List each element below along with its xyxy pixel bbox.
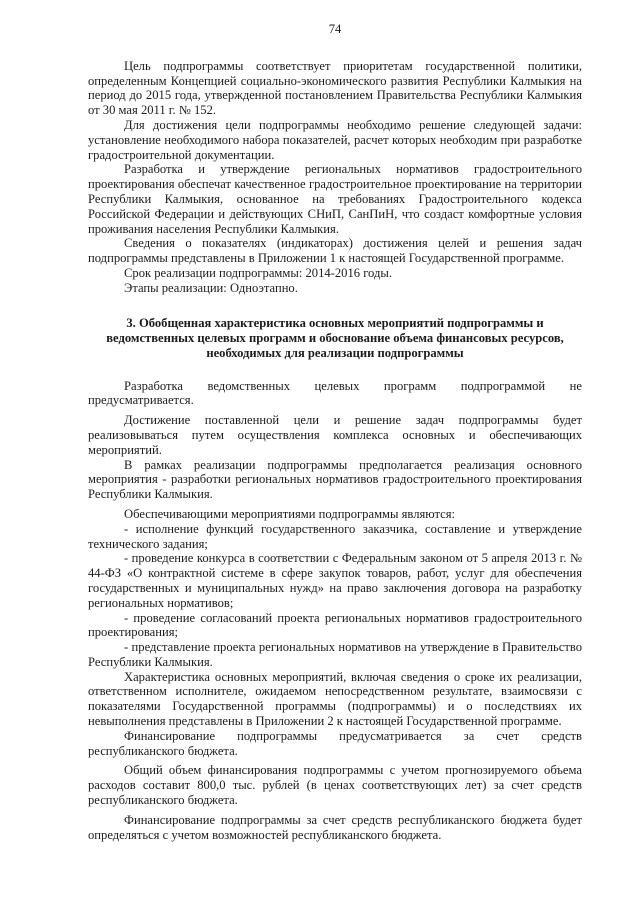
paragraph-indicators: Сведения о показателях (индикаторах) достижения целей и решения задач подпрограммы представлены в Приложении 1 к настоящей Государственной программе. (88, 236, 582, 266)
section-heading: 3. Обобщенная характеристика основных мероприятий подпрограммы и ведомственных целевых программ и обоснование объема финансовых ресурсов, необходимых для реализации подпрограммы (106, 315, 564, 360)
paragraph-task: Для достижения цели подпрограммы необходимо решение следующей задачи: установление необходимого набора показателей, расчет которых необходим при разработке градостроительной документации. (88, 117, 582, 162)
paragraph-characteristics: Характеристика основных мероприятий, включая сведения о сроке их реализации, ответственном исполнителе, ожидаемом непосредственном результате, взаимосвязи с показателями Государственной программы (подпрограммы) и о последствиях их невыполнения представлены в Приложении 2 к настоящей Государственной программе. (88, 669, 582, 729)
paragraph-stages: Этапы реализации: Одноэтапно. (124, 280, 298, 295)
paragraph-financing-volume: Общий объем финансирования подпрограммы с учетом прогнозируемого объема расходов составит 800,0 тыс. рублей (в ценах соответствующих лет) за счет средств республиканского бюджета. (88, 763, 582, 808)
list-item: - исполнение функций государственного заказчика, составление и утверждение технического задания; (88, 521, 582, 551)
paragraph-period: Срок реализации подпрограммы: 2014-2016 годы. (124, 265, 392, 280)
paragraph-financing-conditions: Финансирование подпрограммы за счет средств республиканского бюджета будет определяться с учетом возможностей республиканского бюджета. (88, 812, 582, 842)
paragraph-financing-source: Финансирование подпрограммы предусматривается за счет средств республиканского бюджета. (88, 728, 582, 758)
list-item: - представление проекта региональных нормативов на утверждение в Правительство Республики Калмыкия. (88, 640, 582, 669)
paragraph-main-activity: В рамках реализации подпрограммы предполагается реализация основного мероприятия - разработки региональных нормативов градостроительного проектирования Республики Калмыкия. (88, 457, 582, 502)
paragraph-departmental: Разработка ведомственных целевых программ подпрограммой не предусматривается. (88, 378, 582, 408)
list-item: - проведение согласований проекта региональных нормативов градостроительного проектирования; (88, 610, 582, 640)
paragraph-achievement: Достижение поставленной цели и решение задач подпрограммы будет реализовываться путем осуществления комплекса основных и обеспечивающих мероприятий. (88, 413, 582, 457)
paragraph-supporting-intro: Обеспечивающими мероприятиями подпрограммы являются: (124, 506, 456, 521)
page-number: 74 (328, 22, 342, 36)
paragraph-norms: Разработка и утверждение региональных нормативов градостроительного проектирования обеспечат качественное градостроительное проектирование на территории Республики Калмыкия, основанное на требованиях Градостроительного кодекса Российской Федерации и действующих СНиП, СанПиН, что создаст комфортные условия проживания населения Республики Калмыкия. (88, 162, 582, 236)
paragraph-goal: Цель подпрограммы соответствует приоритетам государственной политики, определенным Концепцией социально-экономического развития Республики Калмыкия на период до 2015 года, утвержденной постановлением Правительства Республики Калмыкия от 30 мая 2011 г. № 152. (88, 58, 582, 118)
list-item: - проведение конкурса в соответствии с Федеральным законом от 5 апреля 2013 г. № 44-ФЗ «О контрактной системе в сфере закупок товаров, работ, услуг для обеспечения государственных и муниципальных нужд» на право заключения договора на разработку региональных нормативов; (88, 551, 582, 610)
